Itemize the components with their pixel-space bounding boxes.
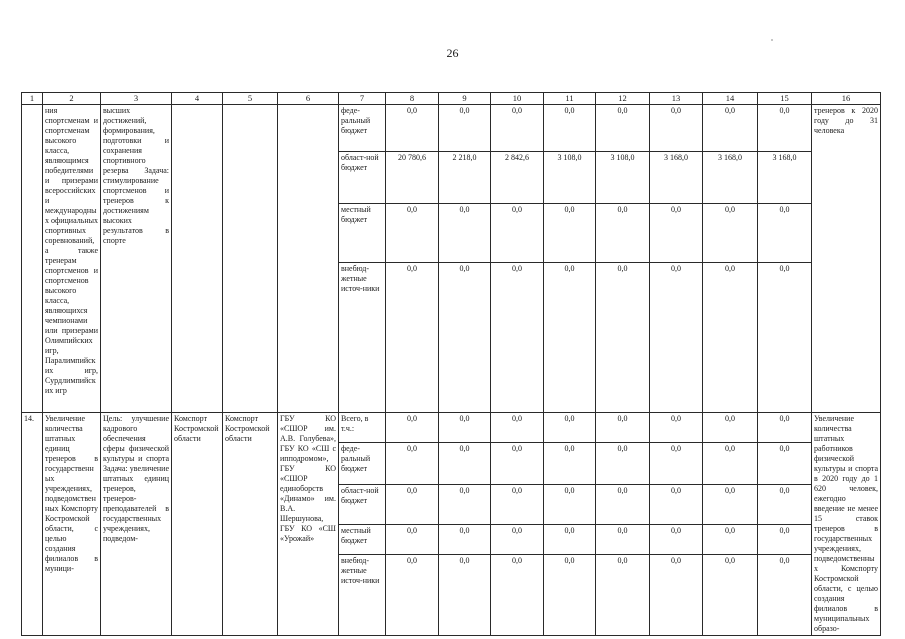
item-number: 14. (22, 413, 43, 636)
value-cell: 0,0 (703, 442, 758, 485)
value-cell: 0,0 (439, 554, 491, 635)
item-number-cell (22, 105, 43, 413)
value-cell: 0,0 (491, 525, 544, 555)
expected-result: тренеров к 2020 году до 31 человека (812, 105, 881, 413)
column-number: 13 (650, 93, 703, 105)
value-cell: 0,0 (439, 413, 491, 443)
value-cell: 0,0 (439, 204, 491, 263)
value-cell: 0,0 (491, 554, 544, 635)
value-cell: 0,0 (386, 485, 439, 525)
value-cell: 0,0 (544, 485, 596, 525)
value-cell: 0,0 (386, 442, 439, 485)
value-cell: 3 168,0 (758, 152, 812, 204)
column-number: 6 (278, 93, 339, 105)
funding-source: местный бюджет (339, 525, 386, 555)
value-cell: 0,0 (386, 263, 439, 413)
value-cell: 0,0 (491, 485, 544, 525)
value-cell: 0,0 (650, 204, 703, 263)
participants (278, 105, 339, 413)
value-cell: 0,0 (650, 554, 703, 635)
value-cell: 0,0 (758, 105, 812, 152)
table-row (22, 105, 881, 152)
funding-source: внебюд-жетные источ-ники (339, 554, 386, 635)
value-cell: 0,0 (758, 485, 812, 525)
funding-source: феде-ральный бюджет (339, 442, 386, 485)
value-cell: 0,0 (758, 204, 812, 263)
value-cell: 0,0 (703, 105, 758, 152)
column-number: 14 (703, 93, 758, 105)
value-cell: 0,0 (650, 263, 703, 413)
value-cell: 0,0 (650, 485, 703, 525)
value-cell: 0,0 (758, 525, 812, 555)
value-cell: 20 780,6 (386, 152, 439, 204)
value-cell: 3 168,0 (703, 152, 758, 204)
value-cell: 0,0 (596, 263, 650, 413)
value-cell: 0,0 (703, 204, 758, 263)
value-cell: 0,0 (758, 554, 812, 635)
column-number: 11 (544, 93, 596, 105)
value-cell: 0,0 (439, 442, 491, 485)
value-cell: 0,0 (758, 442, 812, 485)
column-number-row (22, 93, 881, 105)
column-number: 1 (22, 93, 43, 105)
value-cell: 0,0 (439, 485, 491, 525)
value-cell: 0,0 (491, 105, 544, 152)
value-cell: 0,0 (491, 263, 544, 413)
value-cell: 0,0 (386, 204, 439, 263)
value-cell: 0,0 (544, 525, 596, 555)
value-cell: 0,0 (758, 413, 812, 443)
value-cell: 0,0 (544, 442, 596, 485)
expected-result: Увеличение количества штатных работников физической культуры и спорта в 2020 году до 1 620 человек, ежегодно введение не менее 15 ставок тренеров в государственных учреждениях, подведомственных Комспорту Костромской области, с целью создания филиалов в муниципальных образо- (812, 413, 881, 636)
value-cell: 0,0 (703, 485, 758, 525)
value-cell: 0,0 (596, 105, 650, 152)
value-cell: 0,0 (386, 105, 439, 152)
funding-source: Всего, в т.ч.: (339, 413, 386, 443)
value-cell: 0,0 (544, 554, 596, 635)
funding-source: внебюд-жетные источ-ники (339, 263, 386, 413)
column-number: 4 (172, 93, 223, 105)
value-cell: 0,0 (439, 105, 491, 152)
value-cell: 0,0 (386, 413, 439, 443)
value-cell: 0,0 (544, 263, 596, 413)
value-cell: 0,0 (650, 525, 703, 555)
value-cell: 0,0 (596, 204, 650, 263)
column-number: 12 (596, 93, 650, 105)
column-number: 2 (43, 93, 101, 105)
event-description: ния спортсменам и спортсменам высокого класса, являющимся победителями и призерами всероссийских и международных официальных спортивных соревнований, а также тренерам спортсменов и спортсменов высокого класса, являющихся чемпионами или призерами Олимпийских игр, Паралимпийских игр, Сурдлимпийских игр (43, 105, 101, 413)
table-row (22, 413, 881, 443)
value-cell: 0,0 (596, 413, 650, 443)
funding-source: феде-ральный бюджет (339, 105, 386, 152)
responsible-executor: Комспорт Костромской области (172, 413, 223, 636)
funding-source: местный бюджет (339, 204, 386, 263)
co-executor (223, 105, 278, 413)
value-cell: 0,0 (386, 525, 439, 555)
value-cell: 0,0 (703, 525, 758, 555)
value-cell: 2 218,0 (439, 152, 491, 204)
column-number: 16 (812, 93, 881, 105)
value-cell: 3 108,0 (544, 152, 596, 204)
participants: ГБУ КО «СШОР им. А.В. Голубева», ГБУ КО «СШ с ипподромом», ГБУ КО «СШОР единоборств «Динамо» им. В.А. Шершунова, ГБУ КО «СШ «Урожай» (278, 413, 339, 636)
value-cell: 0,0 (650, 413, 703, 443)
value-cell: 0,0 (491, 442, 544, 485)
value-cell: 3 108,0 (596, 152, 650, 204)
column-number: 15 (758, 93, 812, 105)
column-number: 3 (101, 93, 172, 105)
page-number: 26 (446, 46, 459, 60)
value-cell: 0,0 (596, 485, 650, 525)
funding-source: област-ной бюджет (339, 485, 386, 525)
value-cell: 0,0 (544, 105, 596, 152)
value-cell: 0,0 (439, 263, 491, 413)
value-cell: 0,0 (703, 413, 758, 443)
goal-task: высших достижений, формирования, подготовки и сохранения спортивного резерва Задача: стимулирование спортсменов и тренеров к достижениям высоких результатов в спорте (101, 105, 172, 413)
event-description: Увеличение количества штатных единиц тренеров в государственных учреждениях, подведомственных Комспорту Костромской области, с целью создания филиалов в муници- (43, 413, 101, 636)
value-cell: 0,0 (703, 263, 758, 413)
co-executor: Комспорт Костромской области (223, 413, 278, 636)
column-number: 7 (339, 93, 386, 105)
value-cell: 0,0 (596, 554, 650, 635)
value-cell: 2 842,6 (491, 152, 544, 204)
value-cell: 0,0 (439, 525, 491, 555)
value-cell: 0,0 (650, 105, 703, 152)
column-number: 9 (439, 93, 491, 105)
value-cell: 0,0 (544, 204, 596, 263)
value-cell: 3 168,0 (650, 152, 703, 204)
value-cell: 0,0 (491, 413, 544, 443)
value-cell: 0,0 (491, 204, 544, 263)
scan-speck (771, 39, 773, 41)
value-cell: 0,0 (703, 554, 758, 635)
value-cell: 0,0 (386, 554, 439, 635)
value-cell: 0,0 (650, 442, 703, 485)
budget-table (21, 92, 881, 636)
value-cell: 0,0 (596, 442, 650, 485)
column-number: 8 (386, 93, 439, 105)
responsible-executor (172, 105, 223, 413)
value-cell: 0,0 (596, 525, 650, 555)
column-number: 5 (223, 93, 278, 105)
funding-source: област-ной бюджет (339, 152, 386, 204)
goal-task: Цель: улучшение кадрового обеспечения сферы физической культуры и спорта Задача: увеличение штатных единиц тренеров, тренеров-преподавателей в государственных учреждениях, подведом- (101, 413, 172, 636)
column-number: 10 (491, 93, 544, 105)
value-cell: 0,0 (544, 413, 596, 443)
value-cell: 0,0 (758, 263, 812, 413)
